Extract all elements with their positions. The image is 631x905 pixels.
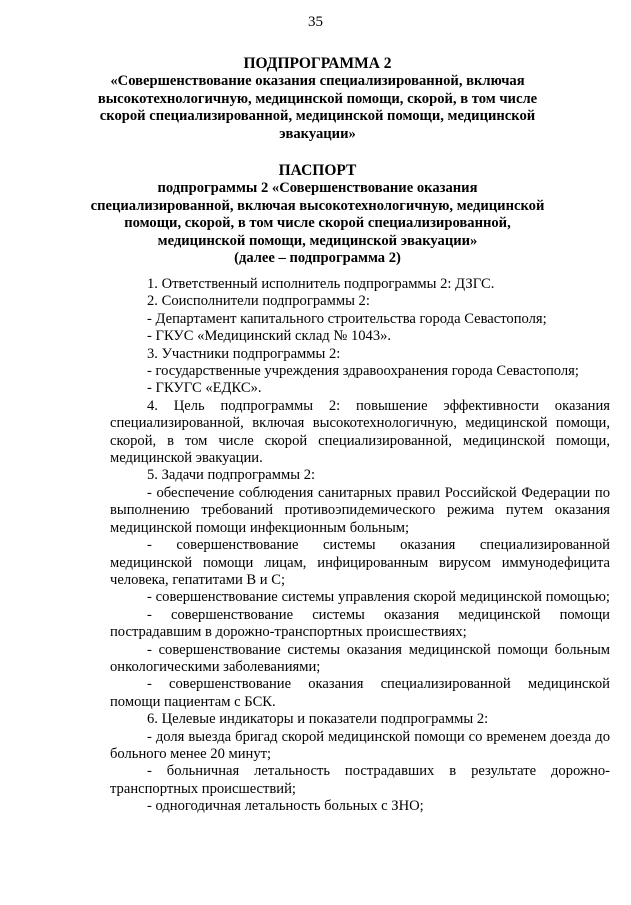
list-item: - совершенствование системы управления скорой медицинской помощью; <box>147 589 610 606</box>
participants-heading: 3. Участники подпрограммы 2: <box>147 345 341 362</box>
list-item: - Департамент капитального строительства города Севастополя; <box>147 310 547 327</box>
list-item: - совершенствование системы оказания медицинской помощи больным онкологическими заболеваниями; <box>110 641 610 675</box>
list-item: - совершенствование системы оказания специализированной медицинской помощи лицам, инфицированным вирусом иммунодефицита человека, гепатитами В и С; <box>110 537 610 588</box>
passport-note: (далее – подпрограмма 2) <box>234 250 401 266</box>
tasks-heading: 5. Задачи подпрограммы 2: <box>147 467 316 484</box>
subprogram-subtitle: «Совершенствование оказания специализированной, включая высокотехнологичную, медицинской помощи, скорой, в том числе скорой специализированной, медицинской помощи, медицинской эвакуации» <box>97 73 538 142</box>
responsible-executor: 1. Ответственный исполнитель подпрограммы 2: ДЗГС. <box>147 276 495 292</box>
goal-paragraph: 4. Цель подпрограммы 2: повышение эффективности оказания специализированной, включая высокотехнологичную, медицинской помощи, скорой, в том числе скорой специализированной, медицинской помощи, медицинской эвакуации. <box>110 397 610 467</box>
document-body <box>110 276 610 816</box>
list-item: - ГКУС «Медицинский склад № 1043». <box>147 328 392 345</box>
co-executors-heading: 2. Соисполнители подпрограммы 2: <box>147 293 370 310</box>
page-number: 35 <box>308 14 323 30</box>
list-item: - ГКУГС «ЕДКС». <box>147 380 262 397</box>
list-item: - обеспечение соблюдения санитарных правил Российской Федерации по выполнению требований противоэпидемического режима путем оказания медицинской помощи инфекционным больным; <box>110 484 610 536</box>
passport-title: ПАСПОРТ <box>278 162 357 179</box>
passport-subtitle <box>85 180 550 268</box>
list-item: - одногодичная летальность больных с ЗНО; <box>147 798 424 815</box>
list-item: - совершенствование оказания специализированной медицинской помощи пациентам с БСК. <box>110 676 610 710</box>
indicators-heading: 6. Целевые индикаторы и показатели подпрограммы 2: <box>147 711 489 728</box>
list-item: - доля выезда бригад скорой медицинской помощи со временем доезда до больного менее 20 минут; <box>110 728 610 762</box>
list-item: - государственные учреждения здравоохранения города Севастополя; <box>147 363 579 380</box>
list-item: - совершенствование системы оказания медицинской помощи пострадавшим в дорожно-транспортных происшествиях; <box>110 606 610 641</box>
passport-subtitle-text: подпрограммы 2 «Совершенствование оказания специализированной, включая высокотехнологичную, медицинской помощи, скорой, в том числе скорой специализированной, медицинской помощи, медицинской эвакуации» <box>90 180 545 249</box>
list-item: - больничная летальность пострадавших в результате дорожно-транспортных происшествий; <box>110 763 610 797</box>
subprogram-title: ПОДПРОГРАММА 2 <box>243 55 392 72</box>
